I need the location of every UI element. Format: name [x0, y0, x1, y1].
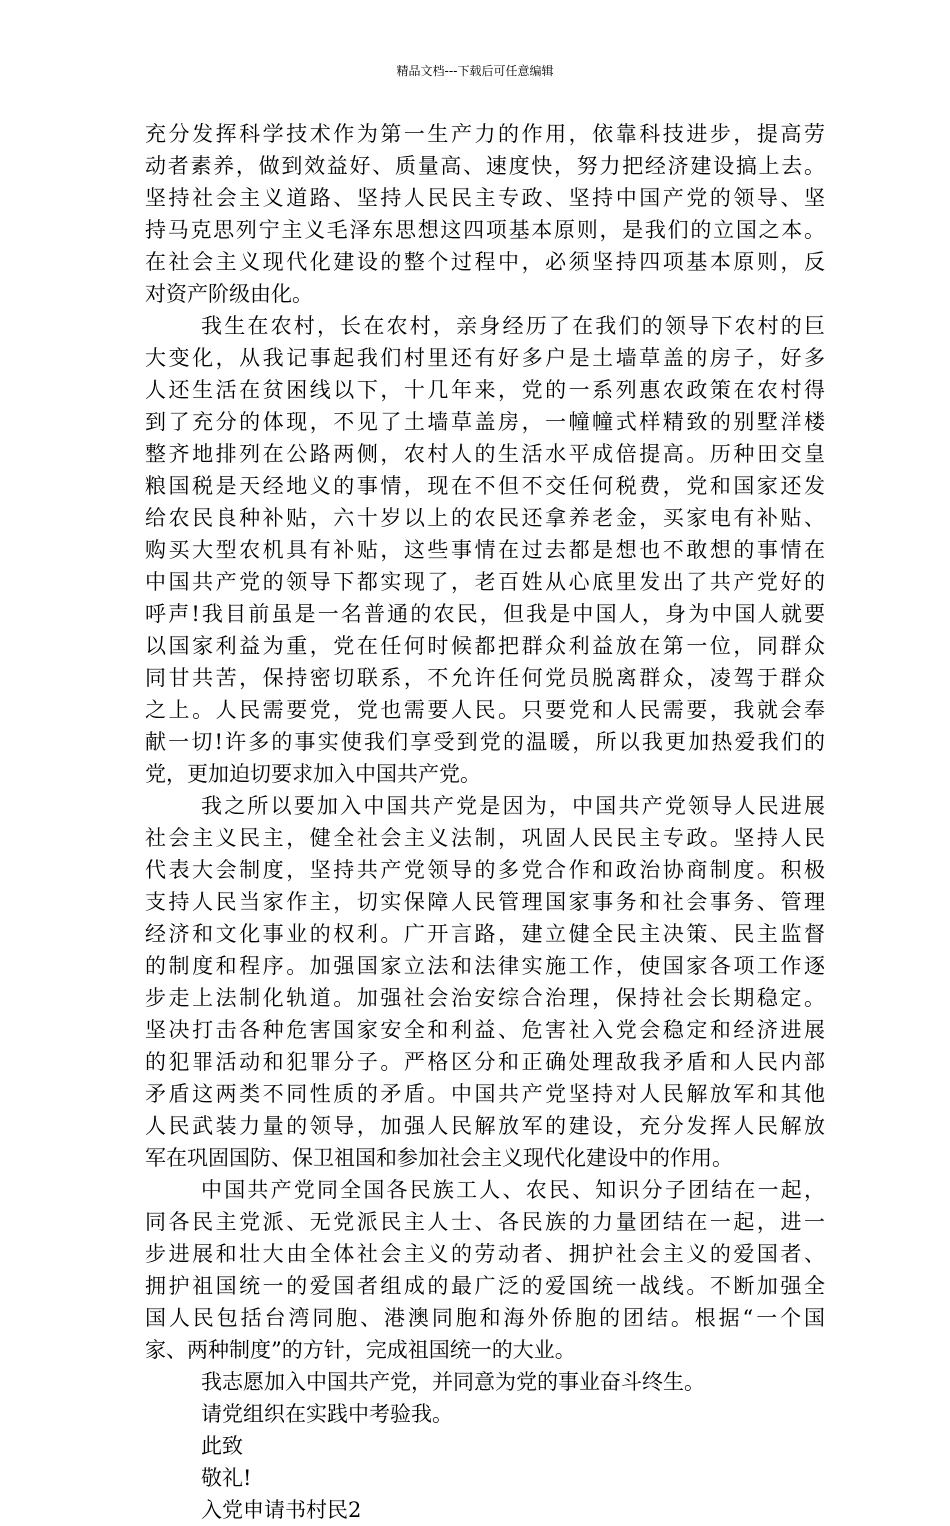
pledge-line: 我志愿加入中国共产党，并同意为党的事业奋斗终生。 — [201, 1370, 705, 1394]
text-line: 对资产阶级由化。 — [145, 282, 313, 306]
text-line: 在社会主义现代化建设的整个过程中，必须坚持四项基本原则，反 — [145, 250, 825, 274]
text-line: 代表大会制度，坚持共产党领导的多党合作和政治协商制度。积极 — [145, 858, 825, 882]
closing-line: 此致 — [201, 1434, 243, 1458]
paragraph-first-line: 我生在农村，长在农村，亲身经历了在我们的领导下农村的巨 — [201, 314, 825, 338]
text-line: 动者素养，做到效益好、质量高、速度快，努力把经济建设搞上去。 — [145, 154, 825, 178]
text-line: 步走上法制化轨道。加强社会治安综合治理，保持社会长期稳定。 — [145, 986, 825, 1010]
text-line: 社会主义民主，健全社会主义法制，巩固人民民主专政。坚持人民 — [145, 826, 825, 850]
paragraph-first-line: 我之所以要加入中国共产党是因为，中国共产党领导人民进展 — [201, 794, 825, 818]
text-line: 的犯罪活动和犯罪分子。严格区分和正确处理敌我矛盾和人民内部 — [145, 1050, 825, 1074]
next-section-title: 入党申请书村民2 — [201, 1498, 362, 1522]
text-line: 整齐地排列在公路两侧，农村人的生活水平成倍提高。历种田交皇 — [145, 442, 825, 466]
text-line: 同各民主党派、无党派民主人士、各民族的力量团结在一起，进一 — [145, 1210, 825, 1234]
text-line: 之上。人民需要党，党也需要人民。只要党和人民需要，我就会奉 — [145, 698, 825, 722]
text-line: 家、两种制度”的方针，完成祖国统一的大业。 — [145, 1338, 576, 1362]
page-header: 精品文档---下载后可任意编辑 — [396, 64, 554, 78]
text-line: 充分发挥科学技术作为第一生产力的作用，依靠科技进步，提高劳 — [145, 122, 825, 146]
text-line: 同甘共苦，保持密切联系，不允许任何党员脱离群众，凌驾于群众 — [145, 666, 825, 690]
paragraph-first-line: 中国共产党同全国各民族工人、农民、知识分子团结在一起， — [201, 1178, 825, 1202]
text-line: 持马克思列宁主义毛泽东思想这四项基本原则，是我们的立国之本。 — [145, 218, 825, 242]
text-line: 坚持社会主义道路、坚持人民民主专政、坚持中国产党的领导、坚 — [145, 186, 825, 210]
text-line: 国人民包括台湾同胞、港澳同胞和海外侨胞的团结。根据“一个国 — [145, 1306, 825, 1330]
text-line: 的制度和程序。加强国家立法和法律实施工作，使国家各项工作逐 — [145, 954, 825, 978]
text-line: 支持人民当家作主，切实保障人民管理国家事务和社会事务、管理 — [145, 890, 825, 914]
text-line: 拥护祖国统一的爱国者组成的最广泛的爱国统一战线。不断加强全 — [145, 1274, 825, 1298]
text-line: 献一切!许多的事实使我们享受到党的温暖，所以我更加热爱我们的 — [145, 730, 825, 754]
salutation-line: 敬礼! — [201, 1466, 252, 1490]
text-line: 给农民良种补贴，六十岁以上的农民还拿养老金，买家电有补贴、 — [145, 506, 825, 530]
text-line: 到了充分的体现，不见了土墙草盖房，一幢幢式样精致的别墅洋楼 — [145, 410, 825, 434]
text-line: 人还生活在贫困线以下，十几年来，党的一系列惠农政策在农村得 — [145, 378, 825, 402]
text-line: 经济和文化事业的权利。广开言路，建立健全民主决策、民主监督 — [145, 922, 825, 946]
text-line: 坚决打击各种危害国家安全和利益、危害社入党会稳定和经济进展 — [145, 1018, 825, 1042]
text-line: 人民武装力量的领导，加强人民解放军的建设，充分发挥人民解放 — [145, 1114, 825, 1138]
text-line: 粮国税是天经地义的事情，现在不但不交任何税费，党和国家还发 — [145, 474, 825, 498]
document-body — [145, 118, 825, 1526]
request-line: 请党组织在实践中考验我。 — [201, 1402, 453, 1426]
text-line: 大变化，从我记事起我们村里还有好多户是土墙草盖的房子，好多 — [145, 346, 825, 370]
text-line: 中国共产党的领导下都实现了，老百姓从心底里发出了共产党好的 — [145, 570, 825, 594]
text-line: 矛盾这两类不同性质的矛盾。中国共产党坚持对人民解放军和其他 — [145, 1082, 825, 1106]
text-line: 以国家利益为重，党在任何时候都把群众利益放在第一位，同群众 — [145, 634, 825, 658]
text-line: 购买大型农机具有补贴，这些事情在过去都是想也不敢想的事情在 — [145, 538, 825, 562]
text-line: 党，更加迫切要求加入中国共产党。 — [145, 762, 481, 786]
text-line: 呼声!我目前虽是一名普通的农民，但我是中国人，身为中国人就要 — [145, 602, 825, 626]
text-line: 军在巩固国防、保卫祖国和参加社会主义现代化建设中的作用。 — [145, 1146, 733, 1170]
text-line: 步进展和壮大由全体社会主义的劳动者、拥护社会主义的爱国者、 — [145, 1242, 825, 1266]
